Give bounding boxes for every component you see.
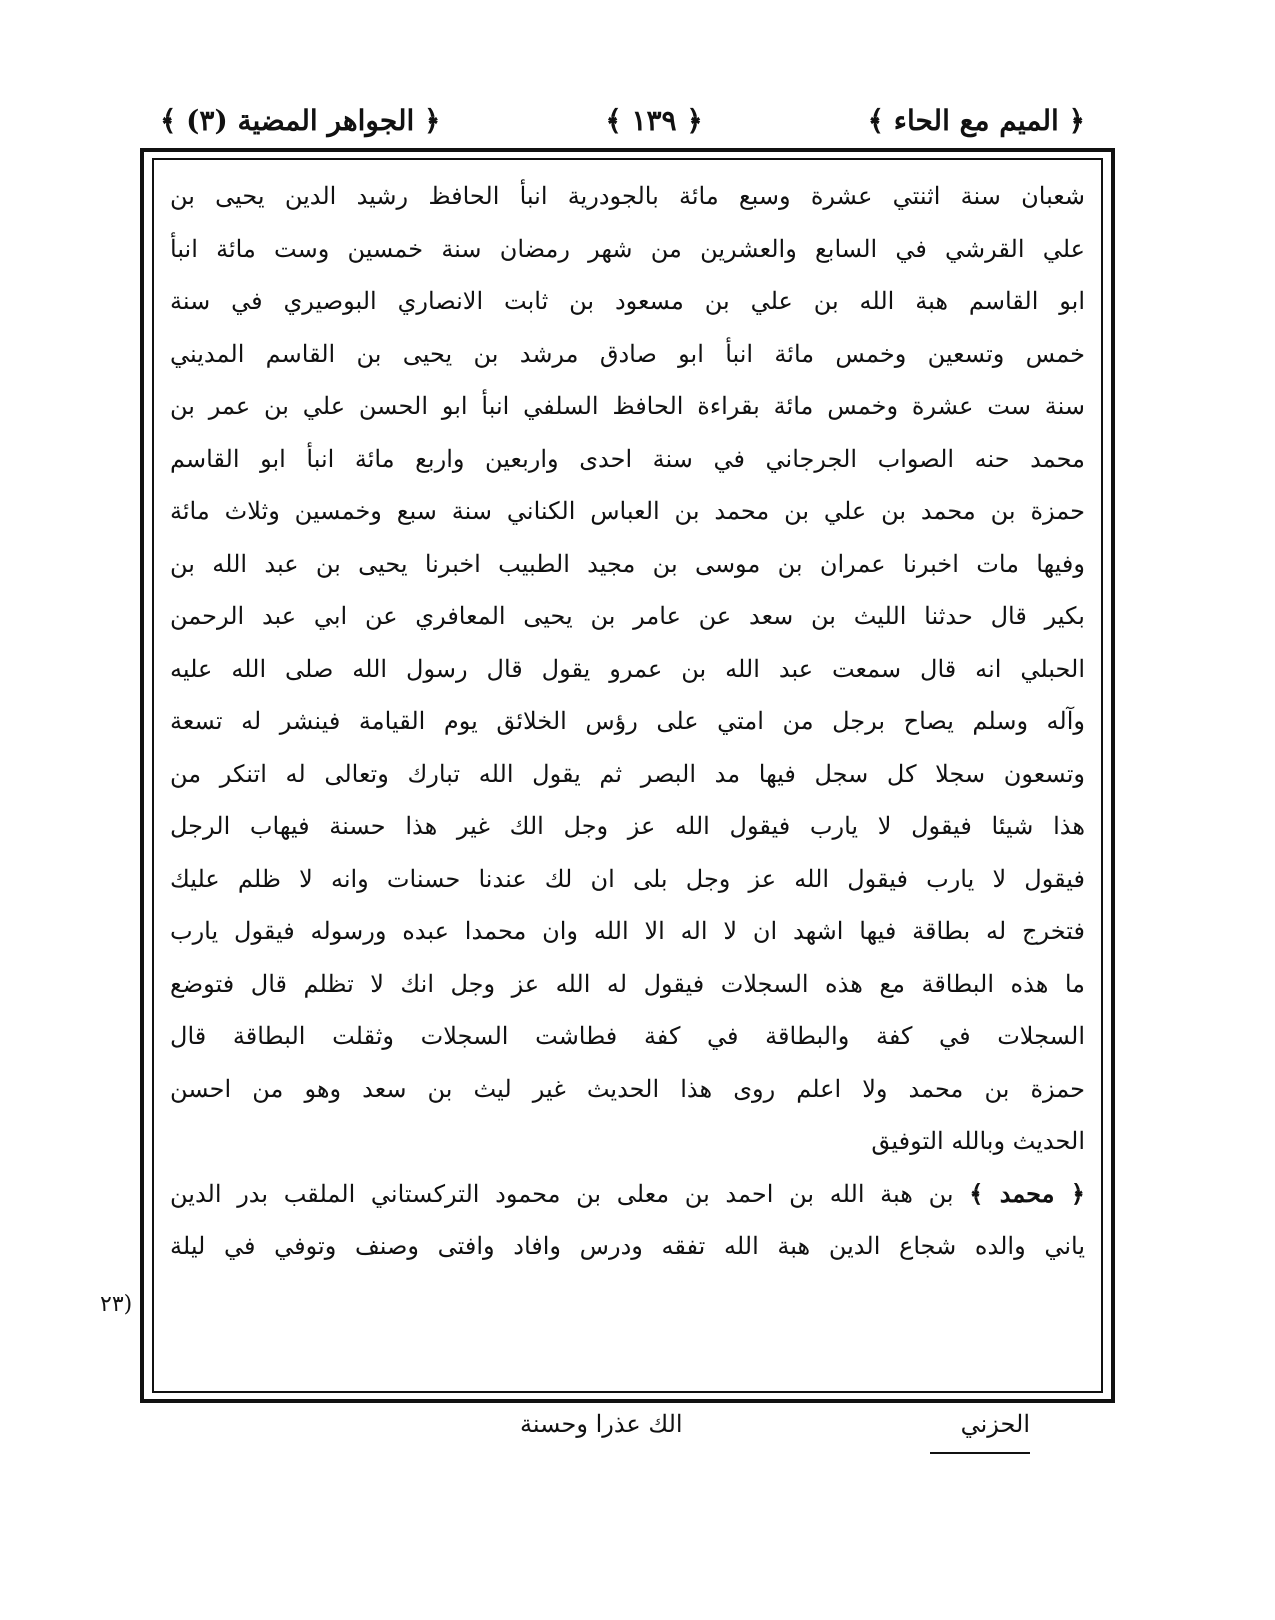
entry-line: ياني والده شجاع الدين هبة الله تفقه ودرس وافاد وافتى وصنف وتوفي في ليلة: [170, 1232, 1085, 1260]
footer-note-left: الك عذرا وحسنة: [520, 1410, 683, 1438]
text-line: هذا شيئا فيقول لا يارب فيقول الله عز وجل الك غير هذا حسنة فيهاب الرجل: [170, 812, 1085, 840]
page-number: ﴿ ١٣٩ ﴾: [605, 103, 703, 137]
text-line: سنة ست عشرة وخمس مائة بقراءة الحافظ السلفي انبأ ابو الحسن علي بن عمر بن: [170, 392, 1085, 420]
text-line: الحديث وبالله التوفيق: [871, 1127, 1085, 1155]
text-line: فيقول لا يارب فيقول الله عز وجل بلى ان لك عندنا حسنات وانه لا ظلم عليك: [170, 864, 1085, 893]
entry-heading: ﴿ محمد ﴾: [969, 1178, 1085, 1208]
text-line: بكير قال حدثنا الليث بن سعد عن عامر بن يحيى المعافري عن ابي عبد الرحمن: [170, 602, 1085, 630]
text-line: علي القرشي في السابع والعشرين من شهر رمضان سنة خمسين وست مائة انبأ: [170, 234, 1085, 263]
page-header: [160, 96, 1085, 144]
main-text: [170, 170, 1085, 1273]
text-line: حمزة بن محمد بن علي بن محمد بن العباس الكناني سنة سبع وخمسين وثلاث مائة: [170, 497, 1085, 525]
entry-line: [170, 1168, 1085, 1221]
text-line: خمس وتسعين وخمس مائة انبأ ابو صادق مرشد بن يحيى بن القاسم المديني: [170, 339, 1085, 368]
text-line: السجلات في كفة والبطاقة في كفة فطاشت السجلات وثقلت البطاقة قال: [170, 1022, 1085, 1050]
text-line: محمد حنه الصواب الجرجاني في سنة احدى واربعين واربع مائة انبأ ابو القاسم: [170, 444, 1085, 473]
text-line: وفيها مات اخبرنا عمران بن موسى بن مجيد الطبيب اخبرنا يحيى بن عبد الله بن: [170, 549, 1085, 578]
text-line: ابو القاسم هبة الله بن علي بن مسعود بن ثابت الانصاري البوصيري في سنة: [170, 287, 1085, 315]
text-line: وتسعون سجلا كل سجل فيها مد البصر ثم يقول الله تبارك وتعالى له اتنكر من: [170, 759, 1085, 788]
header-chapter-title: ﴿ الميم مع الحاء ﴾: [867, 103, 1085, 137]
text-line: ما هذه البطاقة مع هذه السجلات فيقول له الله عز وجل انك لا تظلم قال فتوضع: [170, 969, 1085, 998]
margin-entry-number: (٢٣: [100, 1292, 133, 1317]
text-line: شعبان سنة اثنتي عشرة وسبع مائة بالجودرية انبأ الحافظ رشيد الدين يحيى بن: [170, 182, 1085, 210]
footer-catchword-right: الحزني: [960, 1410, 1030, 1438]
text-line: وآله وسلم يصاح برجل من امتي على رؤس الخلائق يوم القيامة فينشر له تسعة: [170, 707, 1085, 735]
text-line: حمزة بن محمد ولا اعلم روى هذا الحديث غير ليث بن سعد وهو من احسن: [170, 1074, 1085, 1103]
text-line: فتخرج له بطاقة فيها اشهد ان لا اله الا الله وان محمدا عبده ورسوله فيقول يارب: [170, 917, 1085, 945]
header-book-title: ﴿ الجواهر المضية (٣) ﴾: [160, 103, 441, 137]
page-footer: [520, 1410, 1030, 1450]
text-line: الحبلي انه قال سمعت عبد الله بن عمرو يقول قال رسول الله صلى الله عليه: [170, 654, 1085, 683]
footer-rule: [930, 1452, 1030, 1454]
entry-text: بن هبة الله بن احمد بن معلى بن محمود التركستاني الملقب بدر الدين: [170, 1179, 954, 1208]
